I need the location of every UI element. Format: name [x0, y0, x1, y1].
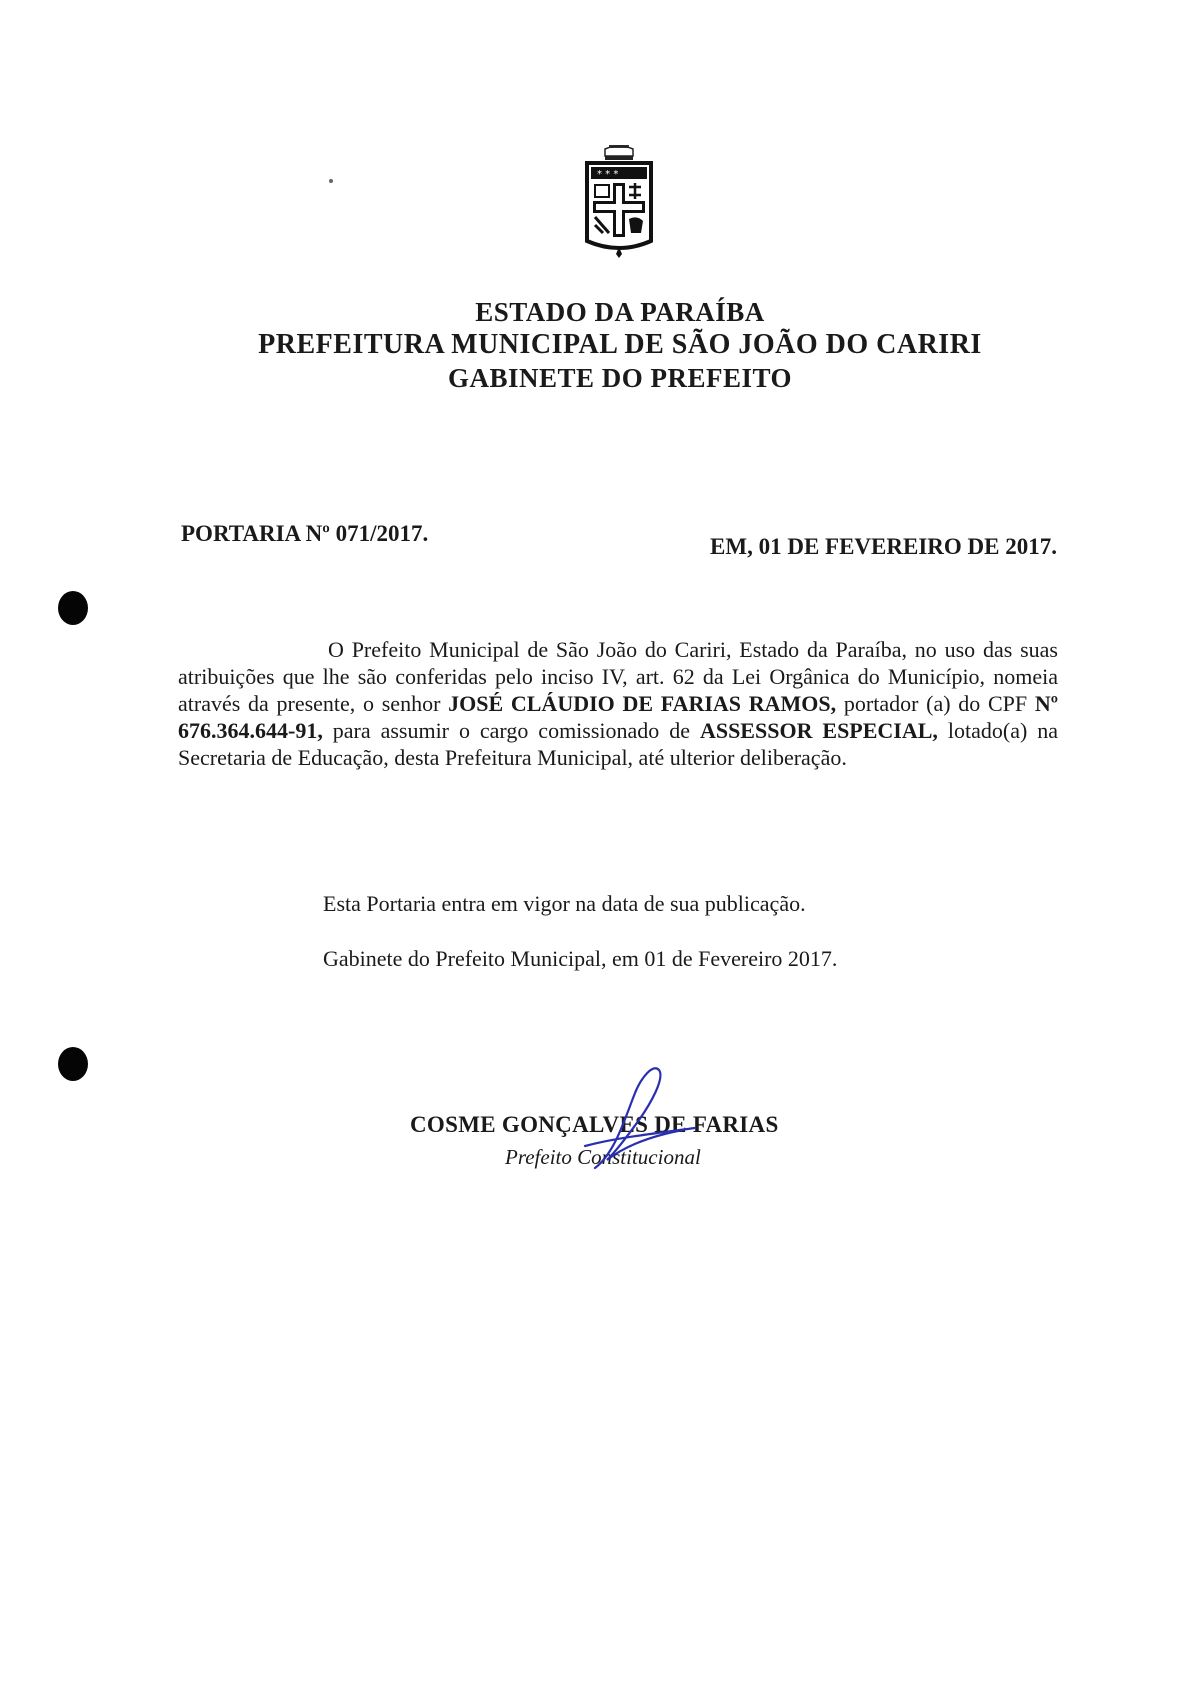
punch-hole-top	[58, 591, 88, 625]
handwritten-signature	[555, 1058, 715, 1188]
body-position-label: para assumir o cargo comissionado de	[322, 718, 700, 743]
svg-text:* * *: * * *	[597, 169, 619, 180]
body-cpf-label: portador (a) do CPF	[836, 691, 1035, 716]
punch-hole-bottom	[58, 1047, 88, 1081]
effective-clause: Esta Portaria entra em vigor na data de sua publicação.	[323, 891, 806, 916]
office-name: GABINETE DO PREFEITO	[447, 362, 793, 393]
coat-of-arms-icon	[583, 143, 655, 260]
signer-name: COSME GONÇALVES DE FARIAS	[410, 1112, 779, 1137]
ordinance-date: EM, 01 DE FEVEREIRO DE 2017.	[710, 534, 1057, 559]
ordinance-number: PORTARIA Nº 071/2017.	[181, 521, 429, 546]
appointee-cpf: Nº 676.364.644-91,	[178, 691, 1059, 743]
municipality-name: PREFEITURA MUNICIPAL DE SÃO JOÃO DO CARIRI	[258, 329, 982, 361]
issued-at-line: Gabinete do Prefeito Municipal, em 01 de Fevereiro 2017.	[323, 946, 838, 971]
scan-speck	[329, 179, 333, 183]
body-intro: O Prefeito Municipal de São João do Cariri, Estado da Paraíba, no uso das suas atribuições que lhe são conferidas pelo inciso IV, art. 62 da Lei Orgânica do Município, nomeia através da presente, o senhor	[178, 637, 1058, 716]
appointee-position: ASSESSOR ESPECIAL,	[699, 718, 938, 743]
ordinance-body	[178, 636, 1058, 771]
letterhead	[200, 296, 1040, 394]
body-closing: lotado(a) na Secretaria de Educação, desta Prefeitura Municipal, até ulterior deliberação.	[178, 718, 1058, 770]
appointee-name: JOSÉ CLÁUDIO DE FARIAS RAMOS,	[448, 691, 837, 716]
state-name: ESTADO DA PARAÍBA	[475, 297, 765, 327]
signer-title: Prefeito Constitucional	[505, 1145, 701, 1169]
